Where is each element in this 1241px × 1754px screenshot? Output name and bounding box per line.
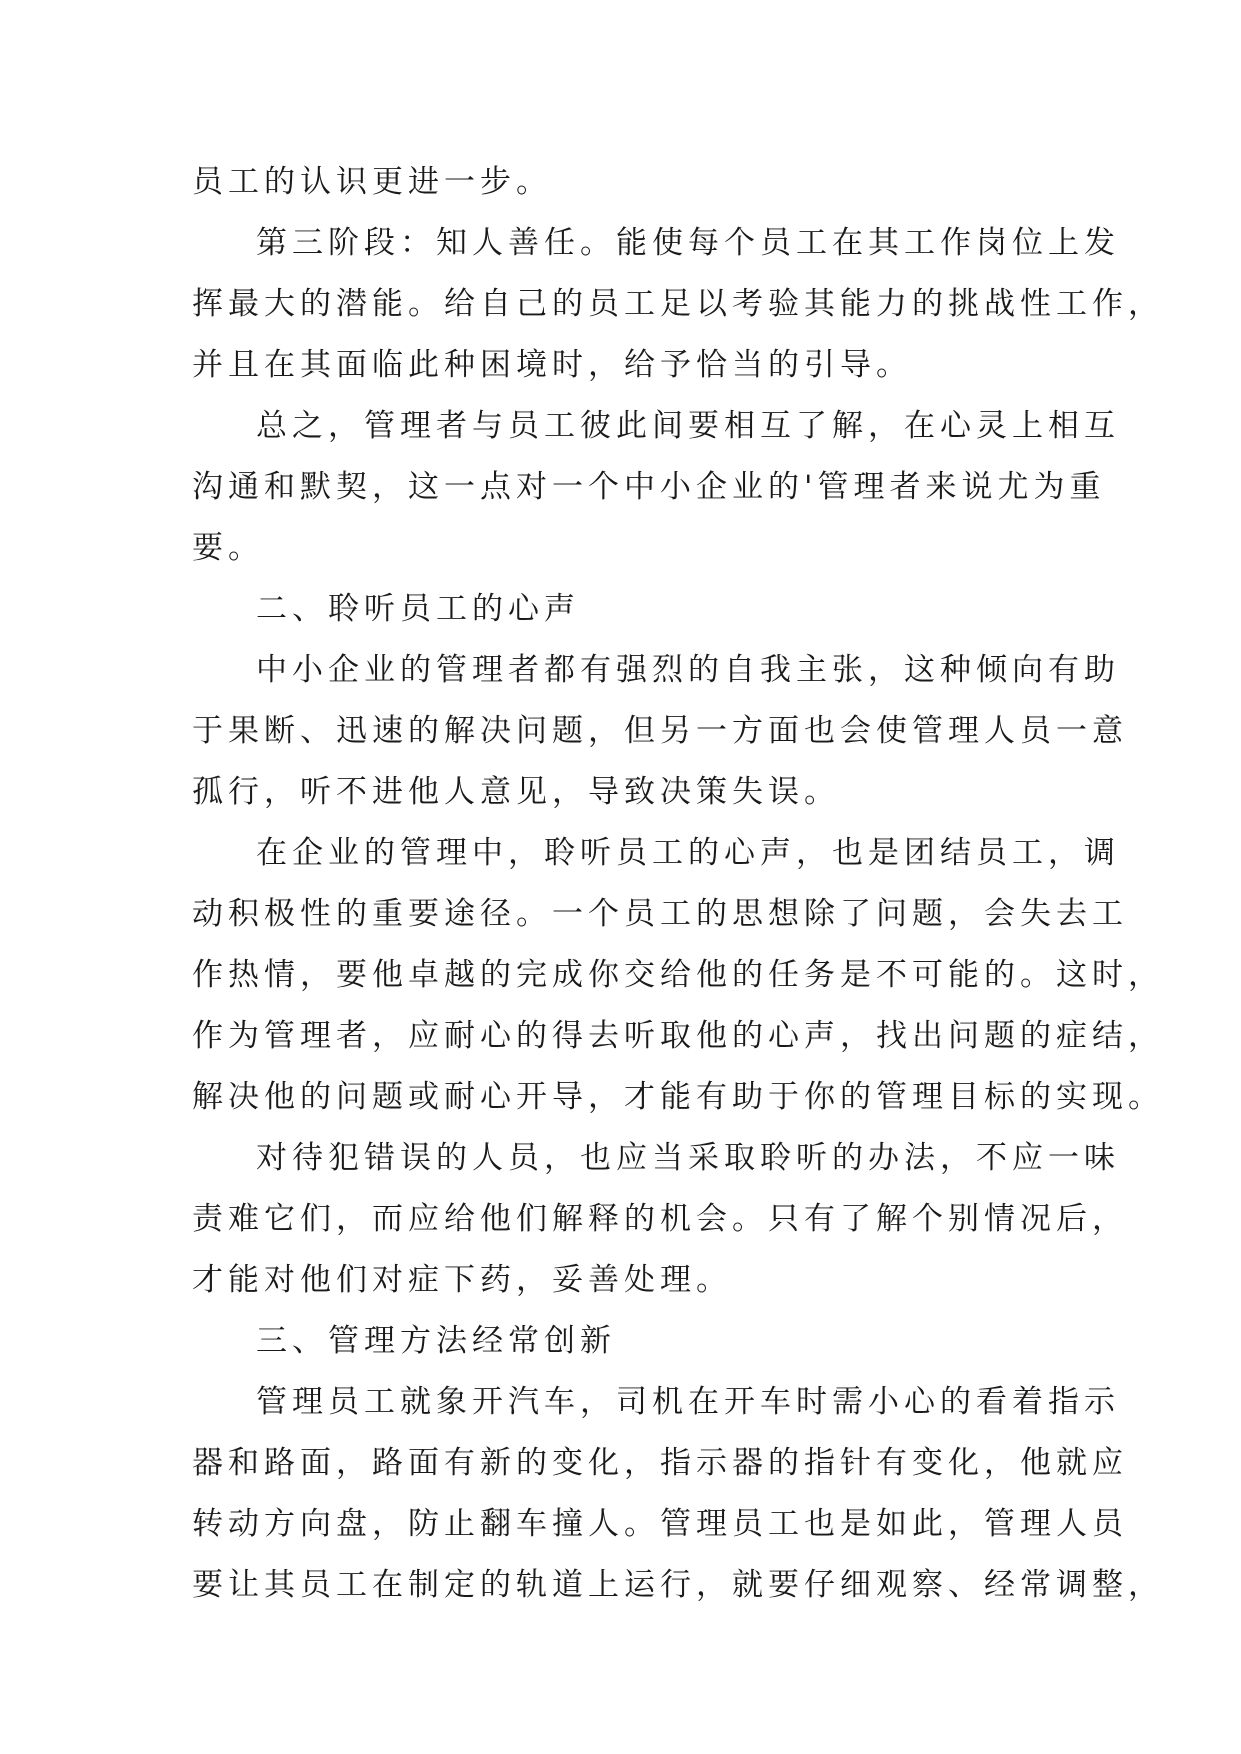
- text-line: 动积极性的重要途径。一个员工的思想除了问题，会失去工: [192, 896, 1128, 932]
- text-line: 才能对他们对症下药，妥善处理。: [192, 1262, 732, 1298]
- text-line: 孤行，听不进他人意见，导致决策失误。: [192, 774, 840, 810]
- text-line: 员工的认识更进一步。: [192, 164, 552, 200]
- paragraph-start-line: 第三阶段：知人善任。能使每个员工在其工作岗位上发: [256, 225, 1120, 261]
- text-line: 于果断、迅速的解决问题，但另一方面也会使管理人员一意: [192, 713, 1128, 749]
- paragraph-start-line: 总之，管理者与员工彼此间要相互了解，在心灵上相互: [256, 408, 1120, 444]
- text-line: 器和路面，路面有新的变化，指示器的指针有变化，他就应: [192, 1445, 1128, 1481]
- text-line: 作热情，要他卓越的完成你交给他的任务是不可能的。这时，: [192, 957, 1164, 993]
- paragraph-start-line: 中小企业的管理者都有强烈的自我主张，这种倾向有助: [256, 652, 1120, 688]
- text-line: 作为管理者，应耐心的得去听取他的心声，找出问题的症结，: [192, 1018, 1164, 1054]
- text-line: 要。: [192, 530, 264, 566]
- text-line: 解决他的问题或耐心开导，才能有助于你的管理目标的实现。: [192, 1079, 1164, 1115]
- paragraph-start-line: 对待犯错误的人员，也应当采取聆听的办法，不应一味: [256, 1140, 1120, 1176]
- section-heading: 二、聆听员工的心声: [256, 591, 580, 627]
- text-line: 并且在其面临此种困境时，给予恰当的引导。: [192, 347, 912, 383]
- section-heading: 三、管理方法经常创新: [256, 1323, 616, 1359]
- paragraph-start-line: 管理员工就象开汽车，司机在开车时需小心的看着指示: [256, 1384, 1120, 1420]
- text-line: 挥最大的潜能。给自己的员工足以考验其能力的挑战性工作，: [192, 286, 1164, 322]
- text-line: 责难它们，而应给他们解释的机会。只有了解个别情况后，: [192, 1201, 1128, 1237]
- text-line: 沟通和默契，这一点对一个中小企业的'管理者来说尤为重: [192, 469, 1106, 505]
- paragraph-start-line: 在企业的管理中，聆听员工的心声，也是团结员工，调: [256, 835, 1120, 871]
- text-line: 要让其员工在制定的轨道上运行，就要仔细观察、经常调整，: [192, 1567, 1164, 1603]
- document-page: [192, 152, 1164, 1616]
- text-line: 转动方向盘，防止翻车撞人。管理员工也是如此，管理人员: [192, 1506, 1128, 1542]
